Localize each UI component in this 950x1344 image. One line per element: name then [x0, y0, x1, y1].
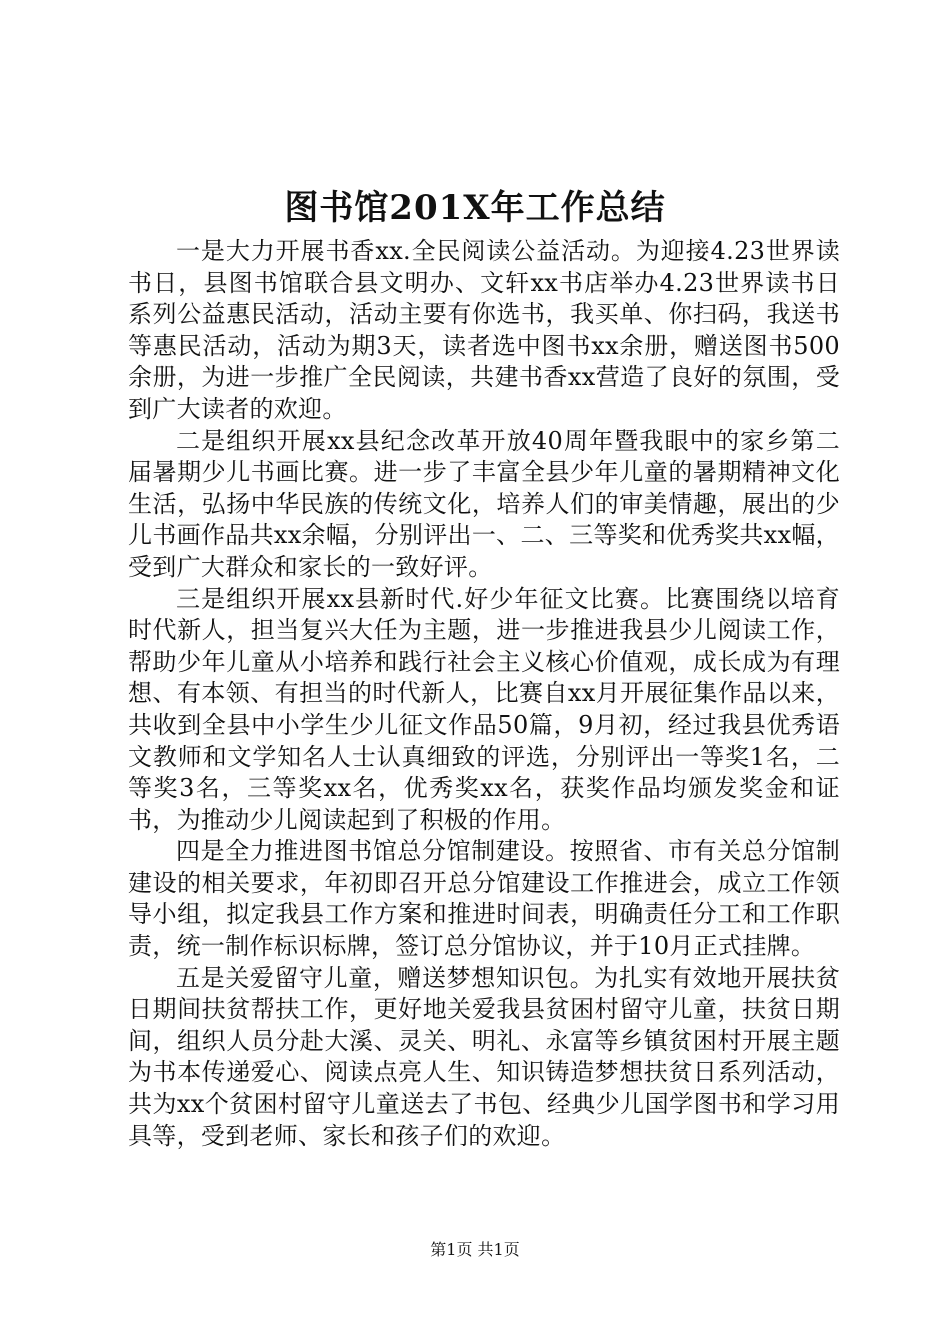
document-title: 图书馆201X年工作总结: [284, 188, 666, 228]
page-number-footer: 第1页 共1页: [430, 1240, 520, 1259]
paragraph-3: 三是组织开展xx县新时代.好少年征文比赛。比赛围绕以培育时代新人，担当复兴大任为主题，进一步推进我县少儿阅读工作，帮助少年儿童从小培养和践行社会主义核心价值观，成长成为有理想、有本领、有担当的时代新人，比赛自xx月开展征集作品以来，共收到全县中小学生少儿征文作品50篇，9月初，经过我县优秀语文教师和文学知名人士认真细致的评选，分别评出一等奖1名，二等奖3名，三等奖xx名，优秀奖xx名，获奖作品均颁发奖金和证书，为推动少儿阅读起到了积极的作用。: [128, 584, 840, 834]
paragraph-1: 一是大力开展书香xx.全民阅读公益活动。为迎接4.23世界读书日，县图书馆联合县文明办、文轩xx书店举办4.23世界读书日系列公益惠民活动，活动主要有你选书，我买单、你扫码，我送书等惠民活动，活动为期3天，读者选中图书xx余册，赠送图书500余册，为进一步推广全民阅读，共建书香xx营造了良好的氛围，受到广大读者的欢迎。: [128, 237, 840, 423]
paragraph-2: 二是组织开展xx县纪念改革开放40周年暨我眼中的家乡第二届暑期少儿书画比赛。进一步了丰富全县少年儿童的暑期精神文化生活，弘扬中华民族的传统文化，培养人们的审美情趣，展出的少儿书画作品共xx余幅，分别评出一、二、三等奖和优秀奖共xx幅，受到广大群众和家长的一致好评。: [128, 426, 840, 581]
paragraph-4: 四是全力推进图书馆总分馆制建设。按照省、市有关总分馆制建设的相关要求，年初即召开总分馆建设工作推进会，成立工作领导小组，拟定我县工作方案和推进时间表，明确责任分工和工作职责，统一制作标识标牌，签订总分馆协议，并于10月正式挂牌。: [128, 837, 840, 961]
document-body: [128, 236, 840, 1152]
paragraph-5: 五是关爱留守儿童，赠送梦想知识包。为扎实有效地开展扶贫日期间扶贫帮扶工作，更好地关爱我县贫困村留守儿童，扶贫日期间，组织人员分赴大溪、灵关、明礼、永富等乡镇贫困村开展主题为书本传递爱心、阅读点亮人生、知识铸造梦想扶贫日系列活动，共为xx个贫困村留守儿童送去了书包、经典少儿国学图书和学习用具等，受到老师、家长和孩子们的欢迎。: [128, 963, 840, 1150]
